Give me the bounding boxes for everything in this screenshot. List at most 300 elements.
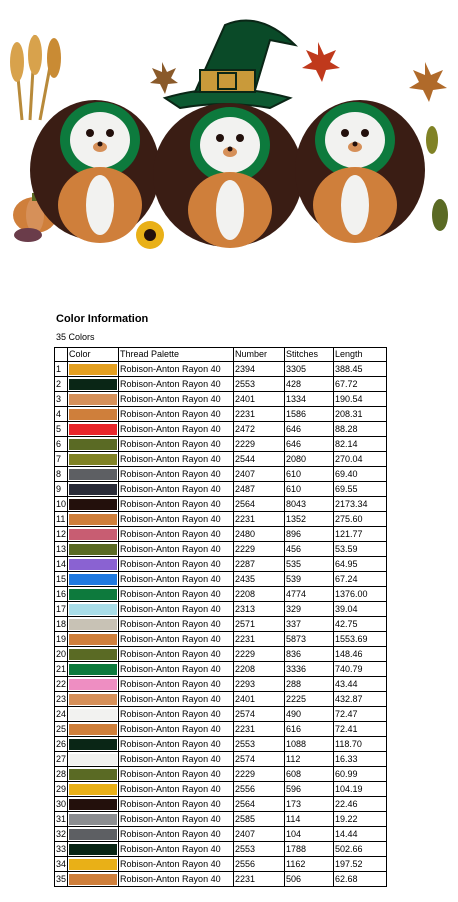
stitch-count: 535 <box>285 557 334 572</box>
thread-palette: Robison-Anton Rayon 40 <box>119 632 234 647</box>
color-swatch-cell <box>68 647 119 662</box>
color-swatch <box>69 664 117 675</box>
thread-number: 2407 <box>234 827 285 842</box>
color-swatch <box>69 379 117 390</box>
thread-number: 2231 <box>234 872 285 887</box>
color-swatch-cell <box>68 797 119 812</box>
color-swatch <box>69 874 117 885</box>
thread-number: 2553 <box>234 842 285 857</box>
thread-palette: Robison-Anton Rayon 40 <box>119 812 234 827</box>
row-index: 18 <box>55 617 68 632</box>
table-row <box>55 857 387 872</box>
color-swatch-cell <box>68 767 119 782</box>
table-row <box>55 497 387 512</box>
embroidery-design-preview <box>0 0 458 262</box>
row-index: 14 <box>55 557 68 572</box>
color-swatch <box>69 754 117 765</box>
table-row <box>55 512 387 527</box>
color-swatch-cell <box>68 512 119 527</box>
stitch-count: 1088 <box>285 737 334 752</box>
thread-length: 208.31 <box>334 407 387 422</box>
stitch-count: 337 <box>285 617 334 632</box>
stitch-count: 836 <box>285 647 334 662</box>
table-row <box>55 602 387 617</box>
color-swatch-cell <box>68 557 119 572</box>
thread-palette: Robison-Anton Rayon 40 <box>119 722 234 737</box>
color-swatch-cell <box>68 782 119 797</box>
thread-number: 2407 <box>234 467 285 482</box>
thread-palette: Robison-Anton Rayon 40 <box>119 872 234 887</box>
color-swatch-cell <box>68 737 119 752</box>
thread-number: 2585 <box>234 812 285 827</box>
thread-number: 2231 <box>234 722 285 737</box>
thread-number: 2293 <box>234 677 285 692</box>
table-row <box>55 662 387 677</box>
color-swatch-cell <box>68 437 119 452</box>
stitch-count: 428 <box>285 377 334 392</box>
table-row <box>55 647 387 662</box>
thread-number: 2231 <box>234 632 285 647</box>
color-swatch <box>69 514 117 525</box>
color-swatch <box>69 844 117 855</box>
thread-palette: Robison-Anton Rayon 40 <box>119 407 234 422</box>
thread-palette: Robison-Anton Rayon 40 <box>119 692 234 707</box>
color-swatch-cell <box>68 407 119 422</box>
thread-number: 2564 <box>234 497 285 512</box>
header-thread-palette: Thread Palette <box>119 348 234 362</box>
section-title: Color Information <box>56 313 149 325</box>
table-row <box>55 617 387 632</box>
table-row <box>55 782 387 797</box>
thread-palette: Robison-Anton Rayon 40 <box>119 497 234 512</box>
thread-number: 2229 <box>234 647 285 662</box>
row-index: 16 <box>55 587 68 602</box>
color-swatch <box>69 364 117 375</box>
thread-length: 67.24 <box>334 572 387 587</box>
table-row <box>55 752 387 767</box>
color-swatch <box>69 619 117 630</box>
color-swatch <box>69 814 117 825</box>
row-index: 34 <box>55 857 68 872</box>
thread-number: 2287 <box>234 557 285 572</box>
color-swatch-cell <box>68 857 119 872</box>
witch-hat-icon <box>165 21 295 109</box>
row-index: 15 <box>55 572 68 587</box>
thread-palette: Robison-Anton Rayon 40 <box>119 662 234 677</box>
header-number: Number <box>234 348 285 362</box>
stitch-count: 596 <box>285 782 334 797</box>
stitch-count: 646 <box>285 422 334 437</box>
table-row <box>55 707 387 722</box>
row-index: 10 <box>55 497 68 512</box>
thread-length: 197.52 <box>334 857 387 872</box>
stitch-count: 506 <box>285 872 334 887</box>
table-row <box>55 722 387 737</box>
table-row <box>55 482 387 497</box>
row-index: 27 <box>55 752 68 767</box>
stitch-count: 173 <box>285 797 334 812</box>
stitch-count: 104 <box>285 827 334 842</box>
row-index: 29 <box>55 782 68 797</box>
stitch-count: 4774 <box>285 587 334 602</box>
thread-number: 2556 <box>234 857 285 872</box>
stitch-count: 608 <box>285 767 334 782</box>
color-swatch <box>69 829 117 840</box>
color-swatch <box>69 484 117 495</box>
thread-length: 432.87 <box>334 692 387 707</box>
color-swatch-cell <box>68 632 119 647</box>
stitch-count: 896 <box>285 527 334 542</box>
thread-palette: Robison-Anton Rayon 40 <box>119 452 234 467</box>
maple-leaf-icon <box>409 62 447 102</box>
thread-number: 2229 <box>234 767 285 782</box>
leaf-icon <box>14 228 42 242</box>
header-index <box>55 348 68 362</box>
maple-leaf-icon <box>302 42 340 82</box>
color-swatch-cell <box>68 572 119 587</box>
stitch-count: 3305 <box>285 362 334 377</box>
thread-number: 2574 <box>234 752 285 767</box>
stitch-count: 616 <box>285 722 334 737</box>
thread-number: 2229 <box>234 542 285 557</box>
color-swatch <box>69 469 117 480</box>
thread-length: 82.14 <box>334 437 387 452</box>
color-swatch-cell <box>68 587 119 602</box>
color-swatch-cell <box>68 452 119 467</box>
color-swatch <box>69 424 117 435</box>
row-index: 23 <box>55 692 68 707</box>
stitch-count: 5873 <box>285 632 334 647</box>
thread-palette: Robison-Anton Rayon 40 <box>119 587 234 602</box>
table-row <box>55 737 387 752</box>
thread-length: 39.04 <box>334 602 387 617</box>
color-swatch-cell <box>68 542 119 557</box>
thread-number: 2231 <box>234 407 285 422</box>
table-header-row <box>55 348 387 362</box>
thread-length: 72.41 <box>334 722 387 737</box>
thread-length: 118.70 <box>334 737 387 752</box>
color-swatch <box>69 454 117 465</box>
row-index: 22 <box>55 677 68 692</box>
thread-number: 2208 <box>234 587 285 602</box>
row-index: 2 <box>55 377 68 392</box>
color-swatch <box>69 694 117 705</box>
thread-palette: Robison-Anton Rayon 40 <box>119 437 234 452</box>
row-index: 8 <box>55 467 68 482</box>
color-swatch <box>69 544 117 555</box>
stitch-count: 456 <box>285 542 334 557</box>
table-row <box>55 557 387 572</box>
thread-length: 60.99 <box>334 767 387 782</box>
color-swatch-cell <box>68 392 119 407</box>
thread-number: 2480 <box>234 527 285 542</box>
row-index: 7 <box>55 452 68 467</box>
stitch-count: 1334 <box>285 392 334 407</box>
thread-palette: Robison-Anton Rayon 40 <box>119 572 234 587</box>
thread-number: 2313 <box>234 602 285 617</box>
color-swatch <box>69 394 117 405</box>
table-row <box>55 677 387 692</box>
row-index: 31 <box>55 812 68 827</box>
stitch-count: 8043 <box>285 497 334 512</box>
thread-palette: Robison-Anton Rayon 40 <box>119 752 234 767</box>
color-information-table <box>54 347 387 887</box>
thread-palette: Robison-Anton Rayon 40 <box>119 377 234 392</box>
stitch-count: 288 <box>285 677 334 692</box>
thread-number: 2553 <box>234 737 285 752</box>
color-swatch-cell <box>68 872 119 887</box>
color-swatch-cell <box>68 662 119 677</box>
row-index: 35 <box>55 872 68 887</box>
stitch-count: 112 <box>285 752 334 767</box>
color-swatch <box>69 649 117 660</box>
thread-number: 2208 <box>234 662 285 677</box>
thread-palette: Robison-Anton Rayon 40 <box>119 857 234 872</box>
thread-palette: Robison-Anton Rayon 40 <box>119 542 234 557</box>
table-row <box>55 572 387 587</box>
thread-length: 275.60 <box>334 512 387 527</box>
stitch-count: 646 <box>285 437 334 452</box>
thread-palette: Robison-Anton Rayon 40 <box>119 482 234 497</box>
thread-length: 190.54 <box>334 392 387 407</box>
table-row <box>55 392 387 407</box>
color-swatch <box>69 769 117 780</box>
stitch-count: 539 <box>285 572 334 587</box>
thread-length: 740.79 <box>334 662 387 677</box>
row-index: 6 <box>55 437 68 452</box>
thread-number: 2229 <box>234 437 285 452</box>
row-index: 21 <box>55 662 68 677</box>
thread-length: 2173.34 <box>334 497 387 512</box>
thread-length: 69.40 <box>334 467 387 482</box>
stitch-count: 2080 <box>285 452 334 467</box>
thread-length: 43.44 <box>334 677 387 692</box>
color-swatch-cell <box>68 602 119 617</box>
thread-length: 502.66 <box>334 842 387 857</box>
header-length: Length <box>334 348 387 362</box>
header-color: Color <box>68 348 119 362</box>
row-index: 28 <box>55 767 68 782</box>
maple-leaf-icon <box>150 62 178 94</box>
row-index: 19 <box>55 632 68 647</box>
thread-number: 2401 <box>234 692 285 707</box>
color-swatch-cell <box>68 827 119 842</box>
table-row <box>55 422 387 437</box>
thread-number: 2394 <box>234 362 285 377</box>
row-index: 30 <box>55 797 68 812</box>
thread-palette: Robison-Anton Rayon 40 <box>119 602 234 617</box>
thread-number: 2435 <box>234 572 285 587</box>
thread-length: 67.72 <box>334 377 387 392</box>
color-swatch <box>69 574 117 585</box>
row-index: 12 <box>55 527 68 542</box>
thread-palette: Robison-Anton Rayon 40 <box>119 617 234 632</box>
color-swatch-cell <box>68 752 119 767</box>
thread-number: 2231 <box>234 512 285 527</box>
thread-length: 14.44 <box>334 827 387 842</box>
stitch-count: 3336 <box>285 662 334 677</box>
thread-palette: Robison-Anton Rayon 40 <box>119 737 234 752</box>
thread-palette: Robison-Anton Rayon 40 <box>119 677 234 692</box>
leaf-icon <box>432 199 448 231</box>
color-count: 35 Colors <box>56 332 95 342</box>
color-swatch-cell <box>68 842 119 857</box>
thread-palette: Robison-Anton Rayon 40 <box>119 392 234 407</box>
thread-length: 270.04 <box>334 452 387 467</box>
color-swatch-cell <box>68 692 119 707</box>
table-row <box>55 362 387 377</box>
color-swatch <box>69 529 117 540</box>
thread-length: 1376.00 <box>334 587 387 602</box>
table-row <box>55 632 387 647</box>
thread-length: 72.47 <box>334 707 387 722</box>
row-index: 33 <box>55 842 68 857</box>
color-swatch-cell <box>68 707 119 722</box>
color-swatch-cell <box>68 497 119 512</box>
table-row <box>55 467 387 482</box>
thread-length: 1553.69 <box>334 632 387 647</box>
thread-palette: Robison-Anton Rayon 40 <box>119 527 234 542</box>
color-swatch-cell <box>68 482 119 497</box>
stitch-count: 490 <box>285 707 334 722</box>
thread-length: 148.46 <box>334 647 387 662</box>
thread-palette: Robison-Anton Rayon 40 <box>119 827 234 842</box>
thread-number: 2556 <box>234 782 285 797</box>
thread-palette: Robison-Anton Rayon 40 <box>119 797 234 812</box>
thread-length: 64.95 <box>334 557 387 572</box>
table-row <box>55 437 387 452</box>
row-index: 5 <box>55 422 68 437</box>
wheat-icon <box>10 35 61 120</box>
table-row <box>55 767 387 782</box>
thread-length: 19.22 <box>334 812 387 827</box>
table-row <box>55 587 387 602</box>
thread-length: 62.68 <box>334 872 387 887</box>
stitch-count: 329 <box>285 602 334 617</box>
row-index: 3 <box>55 392 68 407</box>
color-swatch <box>69 439 117 450</box>
row-index: 20 <box>55 647 68 662</box>
row-index: 13 <box>55 542 68 557</box>
stitch-count: 1788 <box>285 842 334 857</box>
stitch-count: 610 <box>285 482 334 497</box>
table-row <box>55 377 387 392</box>
thread-length: 16.33 <box>334 752 387 767</box>
table-row <box>55 692 387 707</box>
thread-number: 2574 <box>234 707 285 722</box>
thread-palette: Robison-Anton Rayon 40 <box>119 647 234 662</box>
thread-length: 104.19 <box>334 782 387 797</box>
sunflower-icon <box>136 221 164 249</box>
thread-length: 121.77 <box>334 527 387 542</box>
table-row <box>55 542 387 557</box>
thread-number: 2571 <box>234 617 285 632</box>
color-swatch <box>69 784 117 795</box>
color-swatch <box>69 634 117 645</box>
thread-palette: Robison-Anton Rayon 40 <box>119 842 234 857</box>
header-stitches: Stitches <box>285 348 334 362</box>
thread-length: 22.46 <box>334 797 387 812</box>
table-row <box>55 452 387 467</box>
table-row <box>55 812 387 827</box>
color-swatch-cell <box>68 617 119 632</box>
row-index: 26 <box>55 737 68 752</box>
color-swatch <box>69 409 117 420</box>
color-swatch-cell <box>68 362 119 377</box>
thread-number: 2401 <box>234 392 285 407</box>
thread-length: 388.45 <box>334 362 387 377</box>
color-swatch-cell <box>68 527 119 542</box>
table-row <box>55 407 387 422</box>
thread-palette: Robison-Anton Rayon 40 <box>119 422 234 437</box>
color-swatch <box>69 604 117 615</box>
color-swatch <box>69 589 117 600</box>
color-swatch-cell <box>68 812 119 827</box>
thread-palette: Robison-Anton Rayon 40 <box>119 467 234 482</box>
thread-palette: Robison-Anton Rayon 40 <box>119 767 234 782</box>
stitch-count: 1352 <box>285 512 334 527</box>
row-index: 11 <box>55 512 68 527</box>
color-swatch-cell <box>68 467 119 482</box>
table-row <box>55 872 387 887</box>
color-swatch <box>69 859 117 870</box>
stitch-count: 2225 <box>285 692 334 707</box>
thread-palette: Robison-Anton Rayon 40 <box>119 707 234 722</box>
color-swatch-cell <box>68 722 119 737</box>
color-swatch <box>69 709 117 720</box>
color-swatch <box>69 799 117 810</box>
row-index: 17 <box>55 602 68 617</box>
thread-palette: Robison-Anton Rayon 40 <box>119 782 234 797</box>
table-row <box>55 842 387 857</box>
stitch-count: 610 <box>285 467 334 482</box>
thread-palette: Robison-Anton Rayon 40 <box>119 362 234 377</box>
color-swatch-cell <box>68 677 119 692</box>
row-index: 1 <box>55 362 68 377</box>
table-row <box>55 797 387 812</box>
thread-length: 42.75 <box>334 617 387 632</box>
table-row <box>55 527 387 542</box>
stitch-count: 1586 <box>285 407 334 422</box>
row-index: 4 <box>55 407 68 422</box>
row-index: 9 <box>55 482 68 497</box>
leaf-icon <box>426 126 438 154</box>
thread-length: 69.55 <box>334 482 387 497</box>
color-swatch <box>69 724 117 735</box>
thread-palette: Robison-Anton Rayon 40 <box>119 557 234 572</box>
color-swatch <box>69 739 117 750</box>
color-swatch <box>69 559 117 570</box>
row-index: 32 <box>55 827 68 842</box>
thread-number: 2544 <box>234 452 285 467</box>
thread-length: 53.59 <box>334 542 387 557</box>
table-row <box>55 827 387 842</box>
row-index: 25 <box>55 722 68 737</box>
hedgehog-middle-icon <box>153 103 303 248</box>
stitch-count: 1162 <box>285 857 334 872</box>
stitch-count: 114 <box>285 812 334 827</box>
thread-number: 2487 <box>234 482 285 497</box>
hedgehog-right-icon <box>295 100 425 243</box>
thread-number: 2553 <box>234 377 285 392</box>
color-swatch-cell <box>68 422 119 437</box>
thread-length: 88.28 <box>334 422 387 437</box>
color-swatch-cell <box>68 377 119 392</box>
color-swatch <box>69 679 117 690</box>
thread-number: 2472 <box>234 422 285 437</box>
color-swatch <box>69 499 117 510</box>
thread-palette: Robison-Anton Rayon 40 <box>119 512 234 527</box>
